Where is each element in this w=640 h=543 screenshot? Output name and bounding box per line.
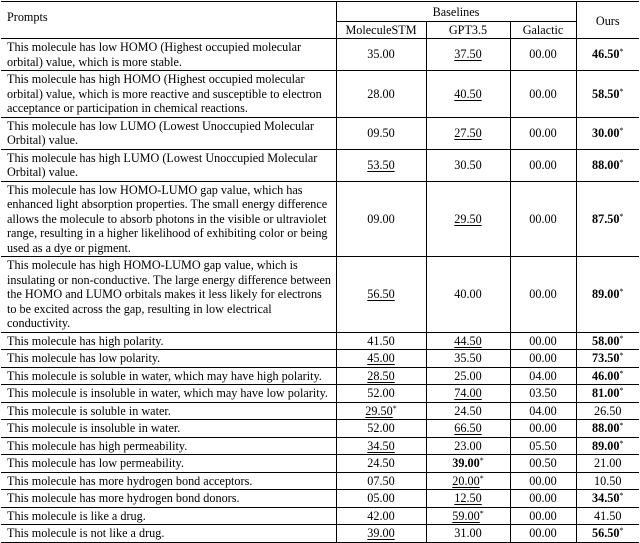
value: 87.50: [592, 211, 620, 226]
table-row: [1, 402, 639, 420]
table-row: [1, 257, 639, 333]
ours-cell: [576, 71, 639, 118]
moleculestm-cell: [336, 71, 426, 118]
value: 89.00: [592, 287, 620, 301]
table-row: [1, 525, 639, 543]
moleculestm-cell: [336, 420, 426, 438]
gpt35-cell: [426, 367, 510, 385]
galactic-cell: [510, 385, 576, 403]
value: 56.50: [592, 526, 620, 540]
moleculestm-cell: [336, 332, 426, 350]
prompt-cell: This molecule has high HOMO (Highest occupied molecular orbital) value, which is more reactive and susceptible to electron acceptance or participation in chemical reactions.: [1, 71, 336, 118]
gpt35-cell: [426, 507, 510, 525]
ours-cell: [576, 367, 639, 385]
significance-marker: *: [619, 438, 624, 448]
galactic-cell: [510, 402, 576, 420]
prompt-cell: This molecule has high LUMO (Lowest Unoccupied Molecular Orbital) value.: [1, 149, 336, 181]
ours-cell: [576, 437, 639, 455]
ours-header: Ours: [595, 13, 620, 28]
table-row: [1, 117, 639, 149]
gpt35-cell: [426, 420, 510, 438]
moleculestm-cell: [336, 181, 426, 257]
significance-marker: *: [619, 526, 624, 535]
value: 44.50: [454, 333, 482, 348]
value: 40.50: [454, 86, 482, 101]
col-header-galactic: Galactic: [510, 21, 576, 39]
ours-cell: [576, 257, 639, 333]
galactic-cell: [510, 525, 576, 543]
moleculestm-cell: [336, 472, 426, 490]
value: 30.00: [592, 125, 620, 140]
value: 52.00: [367, 421, 395, 435]
value: 00.00: [529, 333, 557, 348]
value: 00.00: [529, 86, 557, 101]
prompt-cell: This molecule is like a drug.: [1, 507, 336, 525]
ours-cell: [576, 39, 639, 71]
moleculestm-cell: [336, 437, 426, 455]
value: 30.50: [454, 157, 482, 172]
table-row: [1, 455, 639, 473]
value: 05.00: [367, 491, 395, 505]
value: 34.50: [592, 491, 620, 505]
col-header-gpt35: GPT3.5: [426, 21, 510, 39]
prompt-cell: This molecule has more hydrogen bond acceptors.: [1, 472, 336, 490]
prompt-cell: This molecule is soluble in water, which may have high polarity.: [1, 367, 336, 385]
baselines-header: Baselines: [336, 2, 576, 22]
results-table: [1, 1, 639, 543]
value: 46.00: [592, 368, 620, 383]
ours-cell: [576, 420, 639, 438]
table-body: [1, 39, 639, 543]
galactic-cell: [510, 257, 576, 333]
galactic-cell: [510, 350, 576, 368]
ours-cell: [576, 332, 639, 350]
galactic-cell: [510, 507, 576, 525]
moleculestm-cell: [336, 117, 426, 149]
table-row: [1, 385, 639, 403]
significance-marker: *: [619, 351, 624, 360]
value: 00.00: [529, 157, 557, 172]
prompt-cell: This molecule has low polarity.: [1, 350, 336, 368]
table-row: [1, 420, 639, 438]
value: 89.00: [592, 438, 620, 453]
galactic-cell: [510, 455, 576, 473]
galactic-cell: [510, 437, 576, 455]
gpt35-cell: [426, 350, 510, 368]
significance-marker: *: [479, 473, 484, 483]
value: 88.00: [592, 157, 620, 172]
moleculestm-cell: [336, 149, 426, 181]
value: 41.50: [594, 508, 622, 523]
value: 04.00: [529, 403, 557, 418]
gpt35-cell: [426, 117, 510, 149]
galactic-cell: [510, 367, 576, 385]
value: 42.00: [367, 508, 395, 523]
ours-cell: [576, 507, 639, 525]
moleculestm-cell: [336, 455, 426, 473]
gpt35-cell: [426, 181, 510, 257]
galactic-cell: [510, 117, 576, 149]
value: 09.50: [367, 125, 395, 140]
value: 26.50: [594, 403, 622, 418]
value: 00.00: [529, 508, 557, 523]
galactic-cell: [510, 332, 576, 350]
galactic-cell: [510, 420, 576, 438]
value: 04.00: [529, 368, 557, 383]
ours-cell: [576, 402, 639, 420]
value: 03.50: [529, 386, 557, 400]
table-row: [1, 367, 639, 385]
galactic-cell: [510, 181, 576, 257]
value: 58.50: [592, 86, 620, 101]
significance-marker: *: [619, 421, 624, 430]
prompt-cell: This molecule is insoluble in water, which may have low polarity.: [1, 385, 336, 403]
prompts-header: Prompts: [1, 2, 336, 39]
value: 12.50: [454, 491, 482, 505]
prompt-cell: This molecule has low permeability.: [1, 455, 336, 473]
value: 10.50: [594, 473, 622, 488]
significance-marker: *: [479, 456, 484, 465]
galactic-cell: [510, 71, 576, 118]
value: 00.00: [529, 473, 557, 488]
value: 00.00: [529, 351, 557, 365]
value: 46.50: [592, 47, 620, 62]
moleculestm-cell: [336, 257, 426, 333]
value: 24.50: [454, 403, 482, 418]
value: 53.50: [367, 157, 395, 172]
gpt35-cell: [426, 490, 510, 508]
gpt35-cell: [426, 71, 510, 118]
value: 00.00: [529, 211, 557, 226]
value: 34.50: [367, 438, 395, 453]
table-row: [1, 332, 639, 350]
moleculestm-cell: [336, 39, 426, 71]
significance-marker: *: [479, 508, 484, 518]
value: 00.00: [529, 526, 557, 540]
value: 73.50: [592, 351, 620, 365]
ours-cell: [576, 525, 639, 543]
table-row: [1, 490, 639, 508]
value: 09.00: [367, 211, 395, 226]
value: 40.00: [454, 287, 482, 301]
prompt-cell: This molecule has more hydrogen bond donors.: [1, 490, 336, 508]
value: 74.00: [454, 386, 482, 400]
table-row: [1, 71, 639, 118]
gpt35-cell: [426, 332, 510, 350]
value: 66.50: [454, 421, 482, 435]
gpt35-cell: [426, 257, 510, 333]
table-row: [1, 350, 639, 368]
value: 58.00: [592, 333, 620, 348]
value: 00.00: [529, 47, 557, 62]
value: 00.00: [529, 287, 557, 301]
gpt35-cell: [426, 455, 510, 473]
significance-marker: *: [392, 403, 397, 413]
significance-marker: *: [619, 157, 624, 167]
significance-marker: *: [619, 386, 624, 395]
value: 00.00: [529, 491, 557, 505]
value: 59.00: [452, 508, 480, 523]
value: 24.50: [367, 456, 395, 470]
significance-marker: *: [619, 47, 624, 57]
galactic-cell: [510, 490, 576, 508]
ours-cell: [576, 350, 639, 368]
prompt-cell: This molecule is not like a drug.: [1, 525, 336, 543]
value: 00.00: [529, 125, 557, 140]
value: 41.50: [367, 333, 395, 348]
table-row: [1, 149, 639, 181]
gpt35-cell: [426, 385, 510, 403]
value: 25.00: [454, 368, 482, 383]
galactic-cell: [510, 39, 576, 71]
ours-cell: [576, 117, 639, 149]
gpt35-cell: [426, 402, 510, 420]
moleculestm-cell: [336, 402, 426, 420]
ours-cell: [576, 472, 639, 490]
table-row: [1, 507, 639, 525]
significance-marker: *: [619, 211, 624, 221]
table-row: [1, 181, 639, 257]
ours-cell: [576, 385, 639, 403]
col-header-moleculestm: MoleculeSTM: [336, 21, 426, 39]
value: 07.50: [367, 473, 395, 488]
table-row: [1, 437, 639, 455]
table-row: [1, 39, 639, 71]
gpt35-cell: [426, 149, 510, 181]
moleculestm-cell: [336, 367, 426, 385]
value: 23.00: [454, 438, 482, 453]
value: 28.50: [367, 368, 395, 383]
prompt-cell: This molecule has low LUMO (Lowest Unoccupied Molecular Orbital) value.: [1, 117, 336, 149]
value: 21.00: [594, 456, 622, 470]
value: 00.50: [529, 456, 557, 470]
significance-marker: *: [619, 86, 624, 96]
significance-marker: *: [619, 368, 624, 378]
value: 81.00: [592, 386, 620, 400]
gpt35-cell: [426, 39, 510, 71]
value: 37.50: [454, 47, 482, 62]
value: 39.00: [452, 456, 480, 470]
prompt-cell: This molecule is soluble in water.: [1, 402, 336, 420]
value: 39.00: [367, 526, 395, 540]
prompt-cell: This molecule is insoluble in water.: [1, 420, 336, 438]
moleculestm-cell: [336, 350, 426, 368]
value: 52.00: [367, 386, 395, 400]
galactic-cell: [510, 472, 576, 490]
moleculestm-cell: [336, 507, 426, 525]
significance-marker: *: [619, 287, 624, 296]
value: 88.00: [592, 421, 620, 435]
ours-cell: [576, 455, 639, 473]
value: 31.00: [454, 526, 482, 540]
prompt-cell: This molecule has low HOMO (Highest occupied molecular orbital) value, which is more stable.: [1, 39, 336, 71]
value: 05.50: [529, 438, 557, 453]
galactic-cell: [510, 149, 576, 181]
gpt35-cell: [426, 525, 510, 543]
moleculestm-cell: [336, 490, 426, 508]
gpt35-cell: [426, 472, 510, 490]
prompt-cell: This molecule has high HOMO-LUMO gap value, which is insulating or non-conductive. The large energy difference between the HOMO and LUMO orbitals makes it less likely for electrons to be excited across the gap, resulting in low electrical conductivity.: [1, 257, 336, 333]
value: 00.00: [529, 421, 557, 435]
value: 20.00: [452, 473, 480, 488]
ours-cell: [576, 181, 639, 257]
table-row: [1, 472, 639, 490]
ours-cell: [576, 490, 639, 508]
value: 27.50: [454, 125, 482, 140]
value: 29.50: [365, 403, 393, 418]
value: 35.00: [367, 47, 395, 62]
value: 29.50: [454, 211, 482, 226]
significance-marker: *: [619, 333, 624, 343]
value: 56.50: [367, 287, 395, 301]
gpt35-cell: [426, 437, 510, 455]
moleculestm-cell: [336, 385, 426, 403]
value: 35.50: [454, 351, 482, 365]
value: 45.00: [367, 351, 395, 365]
prompt-cell: This molecule has high permeability.: [1, 437, 336, 455]
significance-marker: *: [619, 491, 624, 500]
prompt-cell: This molecule has high polarity.: [1, 332, 336, 350]
moleculestm-cell: [336, 525, 426, 543]
prompt-cell: This molecule has low HOMO-LUMO gap value, which has enhanced light absorption properties. The small energy difference allows the molecule to absorb photons in the visible or ultraviolet range, resulting in a higher likelihood of exhibiting color or being used as a dye or pigment.: [1, 181, 336, 257]
ours-cell: [576, 149, 639, 181]
value: 28.00: [367, 86, 395, 101]
significance-marker: *: [619, 125, 624, 135]
